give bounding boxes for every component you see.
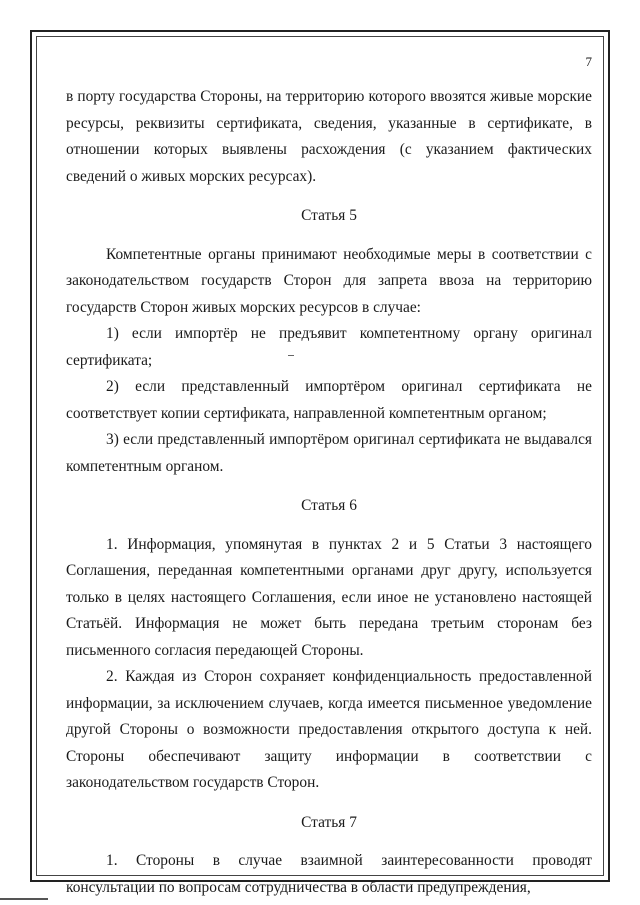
- page-number: 7: [585, 54, 592, 69]
- document-body: [66, 84, 592, 901]
- paragraph-continuation: в порту государства Стороны, на территорию которого ввозятся живые морские ресурсы, реквизиты сертификата, сведения, указанные в сертификате, в отношении которых выявлены расхождения (с указанием фактических сведений о живых морских ресурсах).: [66, 88, 592, 185]
- article-5-heading: Статья 5: [301, 207, 357, 224]
- scan-edge-mark: [0, 898, 48, 900]
- article-6-clause-1: 1. Информация, упомянутая в пунктах 2 и 5 Статьи 3 настоящего Соглашения, переданная компетентными органами друг другу, используется только в целях настоящего Соглашения, если иное не установлено настоящей Статьёй. Информация не может быть передана третьим сторонам без письменного согласия передающей Стороны.: [66, 535, 592, 659]
- article-5-intro: Компетентные органы принимают необходимые меры в соответствии с законодательством государств Сторон для запрета ввоза на территорию государств Сторон живых морских ресурсов в случае:: [66, 245, 592, 316]
- article-6-heading: Статья 6: [301, 497, 357, 514]
- article-5-item-3: 3) если представленный импортёром оригинал сертификата не выдавался компетентным органом.: [66, 431, 592, 475]
- scan-artifact: [288, 355, 294, 356]
- article-7-clause-1: 1. Стороны в случае взаимной заинтересованности проводят консультации по вопросам сотрудничества в области предупреждения,: [66, 852, 592, 896]
- article-5-item-2: 2) если представленный импортёром оригинал сертификата не соответствует копии сертификата, направленной компетентным органом;: [66, 378, 592, 422]
- article-6-clause-2: 2. Каждая из Сторон сохраняет конфиденциальность предоставленной информации, за исключением случаев, когда имеется письменное уведомление другой Стороны о возможности предоставления открытого доступа к ней. Стороны обеспечивают защиту информации в соответствии с законодательством государств Сторон.: [66, 668, 592, 791]
- article-7-heading: Статья 7: [301, 813, 357, 831]
- article-5-item-1: 1) если импортёр не предъявит компетентному органу оригинал сертификата;: [66, 325, 592, 369]
